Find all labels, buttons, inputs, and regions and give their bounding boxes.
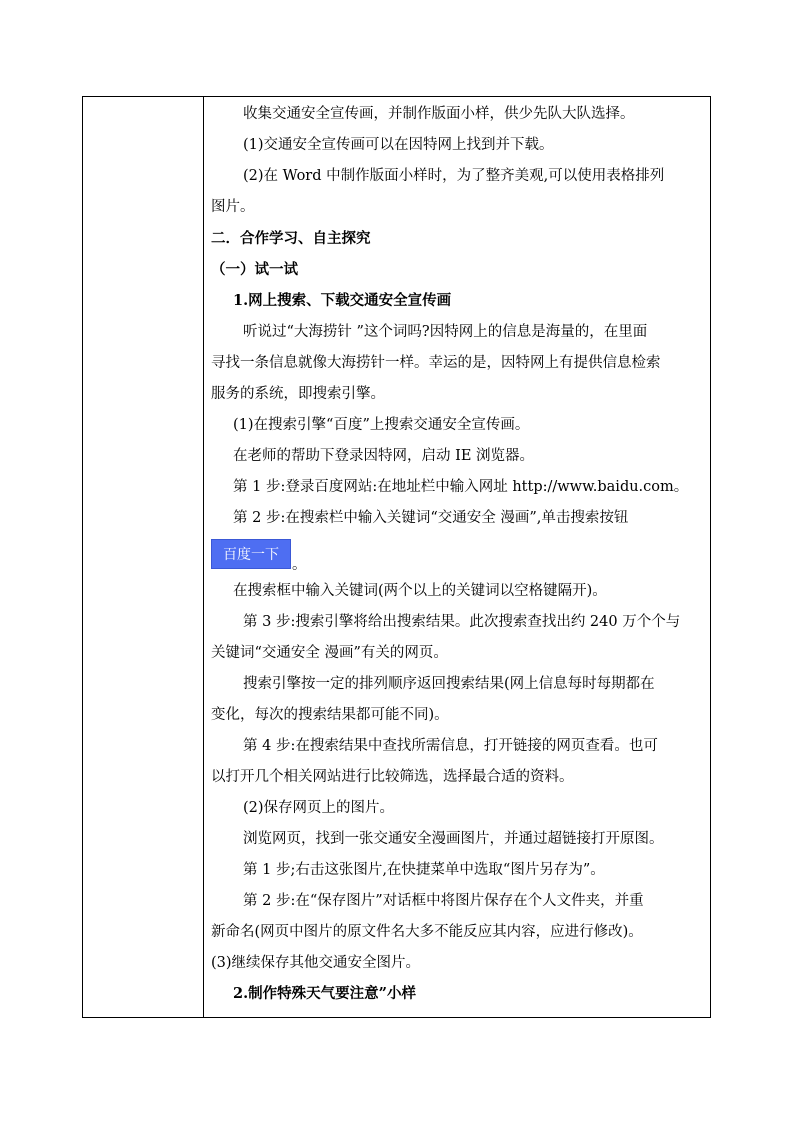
text-line: 第 3 步:搜索引擎将给出搜索结果。此次搜索查找出约 240 万个个与 [243, 614, 681, 630]
text-line: 浏览网页，找到一张交通安全漫画图片，并通过超链接打开原图。 [243, 831, 664, 847]
text-line: (1)在搜索引擎“百度”上搜索交通安全宣传画。 [233, 417, 530, 433]
text-line: 在老师的帮助下登录因特网，启动 IE 浏览器。 [233, 448, 535, 464]
subsection-heading: （一）试一试 [211, 261, 298, 278]
baidu-search-button[interactable]: 百度一下 [211, 539, 291, 569]
text-line: (1)交通安全宣传画可以在因特网上找到并下载。 [243, 137, 554, 153]
text-line: 第 1 步;右击这张图片,在快捷菜单中选取“图片另存为”。 [243, 862, 605, 878]
text-line: 第 2 步:在搜索栏中输入关键词“交通安全 漫画”,单击搜索按钮 [233, 510, 629, 526]
table-left-column [83, 97, 204, 1017]
text-line: 收集交通安全宣传画，并制作版面小样，供少先队大队选择。 [243, 106, 635, 122]
text-line: 变化，每次的搜索结果都可能不同)。 [211, 707, 449, 723]
text-line: 在搜索框中输入关键词(两个以上的关键词以空格键隔开)。 [233, 583, 607, 599]
text-line: 图片。 [211, 199, 255, 215]
text-line: (2)在 Word 中制作版面小样时，为了整齐美观,可以使用表格排列 [243, 168, 665, 184]
text-line: 以打开几个相关网站进行比较筛选，选择最合适的资料。 [211, 769, 574, 785]
text-line: 第 2 步:在“保存图片”对话框中将图片保存在个人文件夹，并重 [243, 893, 644, 909]
text-line: 第 4 步:在搜索结果中查找所需信息，打开链接的网页查看。也可 [243, 738, 658, 754]
text-line: 搜索引擎按一定的排列顺序返回搜索结果(网上信息每时每期都在 [243, 676, 655, 692]
text-line: 听说过“大海捞针 ”这个词吗?因特网上的信息是海量的，在里面 [243, 324, 648, 340]
text-line: 寻找一条信息就像大海捞针一样。幸运的是，因特网上有提供信息检索 [211, 355, 661, 371]
text-line: 关键词“交通安全 漫画”有关的网页。 [211, 645, 448, 661]
text-line: 新命名(网页中图片的原文件名大多不能反应其内容，应进行修改)。 [211, 924, 643, 940]
topic-heading: 1.网上搜索、下载交通安全宣传画 [233, 292, 452, 309]
topic-heading: 2.制作特殊天气要注意”小样 [233, 985, 416, 1002]
text-line: (3)继续保存其他交通安全图片。 [211, 955, 421, 971]
table-content-cell [211, 97, 707, 1017]
document-table [82, 96, 711, 1018]
text-line: (2)保存网页上的图片。 [243, 800, 395, 816]
section-heading: 二．合作学习、自主探究 [211, 230, 371, 247]
text-line: 第 1 步:登录百度网站:在地址栏中输入网址 http://www.baidu.com。 [233, 479, 689, 495]
text-punctuation: 。 [292, 557, 307, 573]
text-line: 服务的系统，即搜索引擎。 [211, 386, 385, 402]
